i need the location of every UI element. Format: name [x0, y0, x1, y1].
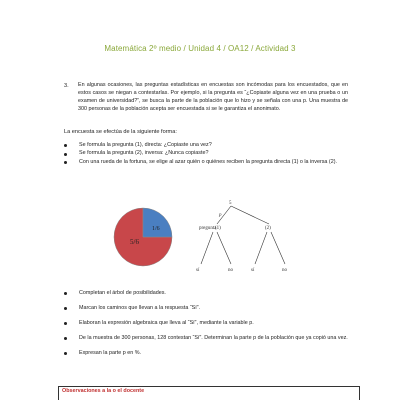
bullet-icon	[64, 337, 67, 340]
question-number: 3.	[64, 83, 69, 89]
list-item	[64, 350, 354, 357]
task-text: De la muestra de 300 personas, 128 contestan “Sí”. Determinan la parte p de la población que ya copió una vez.	[79, 335, 348, 341]
pie-slice-small	[143, 208, 172, 237]
tree-leaf: no	[282, 268, 287, 273]
survey-intro: La encuesta se efectúa de la siguiente forma:	[64, 129, 177, 135]
pie-label-small: 1/6	[152, 226, 160, 232]
task-text: Expresan la parte p en %.	[79, 350, 142, 356]
list-item	[64, 290, 354, 297]
bullet-icon	[64, 292, 67, 295]
task-text: Marcan los caminos que llevan a la respuesta “Sí”.	[79, 305, 201, 311]
list-item	[64, 305, 354, 312]
tree-leaf: no	[228, 268, 233, 273]
bullet-icon	[64, 352, 67, 355]
task-text: Elaboran la expresión algebraica que lleva al “Sí”, mediante la variable p.	[79, 320, 254, 326]
tree-node-direct: (1)	[215, 226, 221, 231]
list-item	[64, 335, 354, 342]
tree-edge-right	[231, 206, 269, 224]
tree-edge-right-yes	[255, 232, 267, 264]
tree-side-label: pregunta	[199, 226, 217, 231]
observations-box	[58, 386, 360, 400]
bullet-icon	[64, 322, 67, 325]
bullet-icon	[64, 307, 67, 310]
tasks-list	[64, 290, 354, 365]
tree-root-label: 5	[229, 201, 232, 206]
tree-edge-label: p	[219, 213, 222, 218]
step-text: Con una rueda de la fortuna, se elige al azar quién o quiénes reciben la pregunta directa (1) o la inversa (2).	[79, 158, 338, 165]
list-item	[64, 159, 354, 166]
list-item	[64, 320, 354, 327]
list-item	[64, 150, 354, 157]
step-text: Se formula la pregunta (2), inversa: ¿Nunca copiaste?	[79, 150, 209, 157]
tree-node-inverse: (2)	[265, 226, 271, 231]
bullet-icon	[64, 153, 67, 156]
steps-list	[64, 142, 354, 167]
tree-edge-left-no	[217, 232, 231, 264]
pie-label-large: 5/6	[130, 238, 139, 246]
probability-tree	[193, 196, 303, 274]
observations-label: Observaciones a la o el docente	[62, 388, 145, 394]
task-text: Completan el árbol de posibilidades.	[79, 290, 166, 296]
fortune-wheel-chart	[112, 206, 174, 268]
step-text: Se formula la pregunta (1), directa: ¿Copiaste una vez?	[79, 142, 212, 148]
tree-edge-left-yes	[201, 232, 213, 264]
bullet-icon	[64, 144, 67, 147]
tree-edge-right-no	[271, 232, 285, 264]
list-item	[64, 142, 354, 149]
question-text: En algunas ocasiones, las preguntas estadísticas en encuestas son incómodas para los encuestados, que en estos casos se niegan a contestarlas. Por ejemplo, si la pregunta es “¿Copiaste alguna vez en una prueba o un examen de universidad?”, se busca la parte de la población que lo hizo y se señala con una p. Una muestra de 300 personas de la población acepta ser encuestada si se le garantiza el anonimato.	[78, 82, 348, 112]
tree-leaf: sí	[196, 268, 200, 273]
page-title: Matemática 2º medio / Unidad 4 / OA12 / Actividad 3	[104, 44, 296, 53]
tree-leaf: sí	[251, 268, 255, 273]
bullet-icon	[64, 161, 67, 164]
